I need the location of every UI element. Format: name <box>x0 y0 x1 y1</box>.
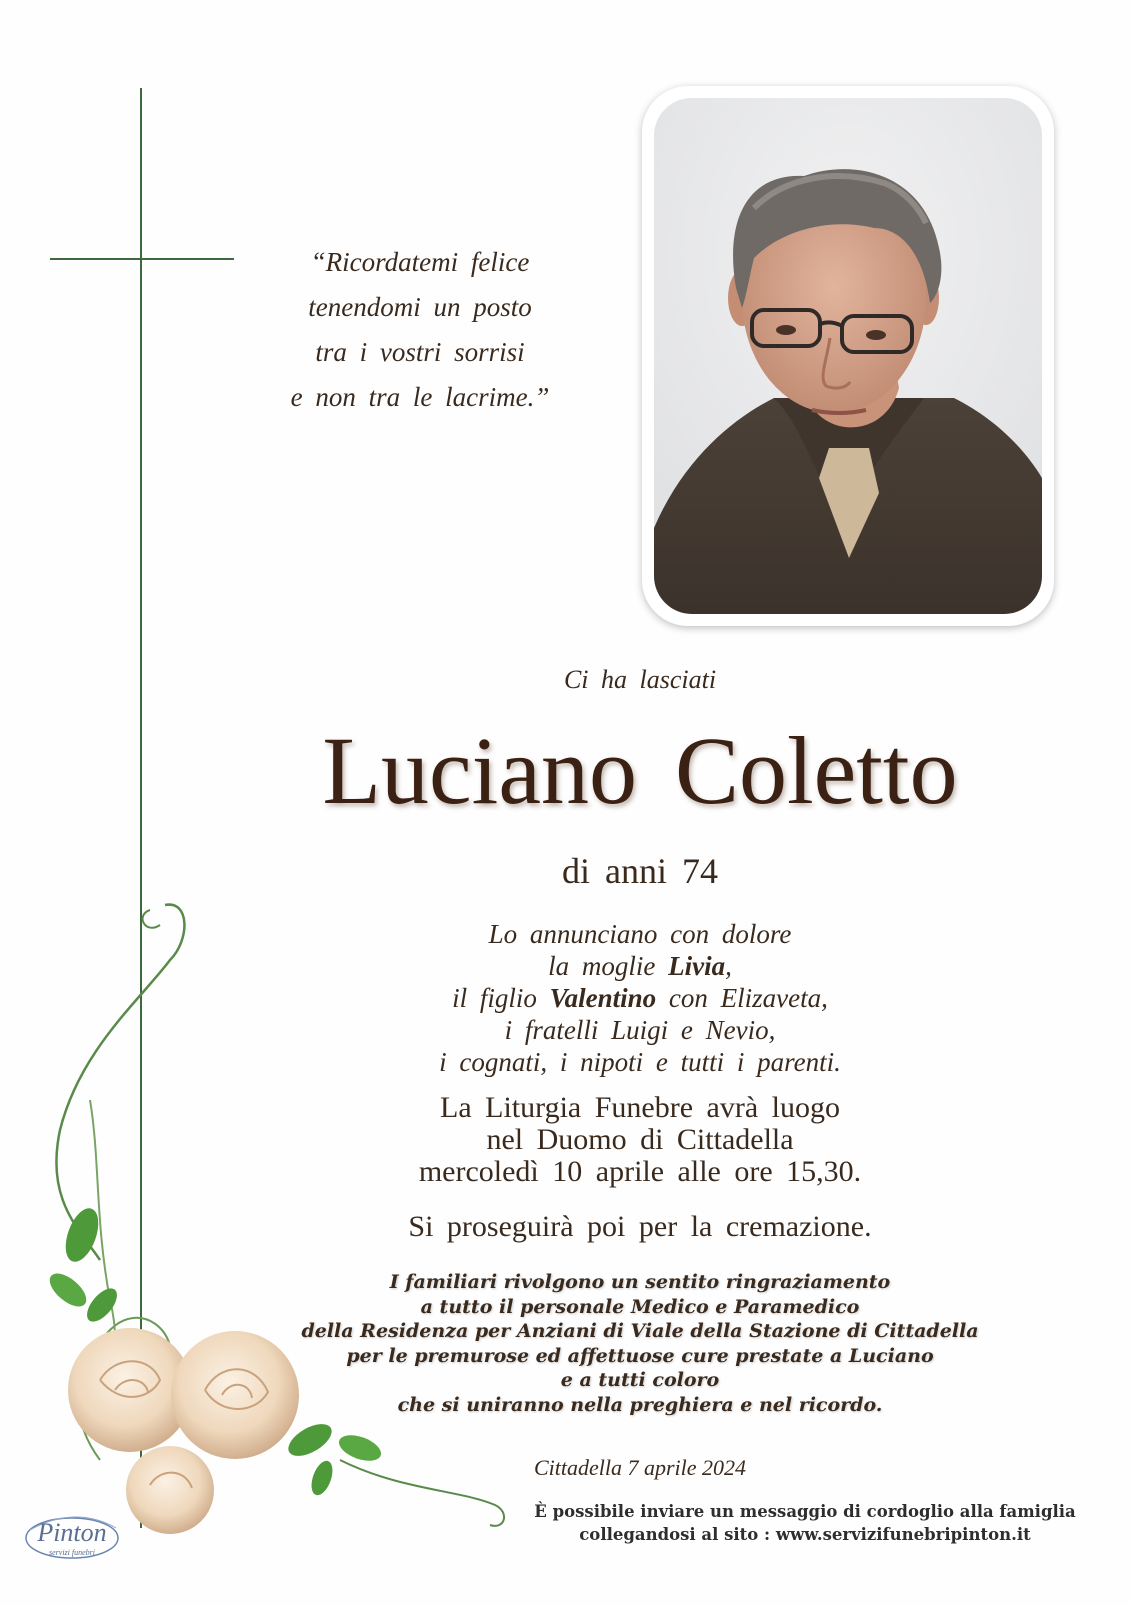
message-line: collegandosi al sito : www.servizifunebripinton.it <box>579 1525 1031 1544</box>
son-name: Valentino <box>549 983 657 1013</box>
family-text: il figlio <box>452 983 550 1013</box>
memorial-quote <box>250 240 590 420</box>
family-line: i cognati, i nipoti e tutti i parenti. <box>439 1047 841 1077</box>
cross-horizontal-bar <box>50 258 234 260</box>
family-line: Lo annunciano con dolore <box>488 919 792 949</box>
family-text: , <box>725 951 732 981</box>
thanks-line: della Residenza per Anziani di Viale della Stazione di Cittadella <box>301 1320 979 1342</box>
intro-text: Ci ha lasciati <box>563 665 717 694</box>
message-line: È possibile inviare un messaggio di cordoglio alla famiglia <box>534 1502 1076 1521</box>
quote-line: tra i vostri sorrisi <box>315 337 525 367</box>
pinton-logo <box>20 1508 124 1566</box>
family-line: i fratelli Luigi e Nevio, <box>504 1015 776 1045</box>
family-text: con Elizaveta, <box>656 983 828 1013</box>
condolence-message <box>500 1500 1110 1546</box>
thanks-line: che si uniranno nella preghiera e nel ricordo. <box>397 1393 883 1416</box>
deceased-name: Luciano Coletto <box>322 717 958 824</box>
thanks-line: I familiari rivolgono un sentito ringraziamento <box>389 1271 891 1293</box>
logo-tagline: servizi funebri <box>49 1548 95 1557</box>
cremation-note: Si proseguirà poi per la cremazione. <box>408 1210 872 1243</box>
funeral-line: mercoledì 10 aprile alle ore 15,30. <box>418 1155 862 1188</box>
thanks-line: e a tutti coloro <box>560 1369 720 1391</box>
rose-flourish-decoration <box>40 900 560 1600</box>
deceased-age: di anni 74 <box>562 851 718 891</box>
portrait-photo <box>654 98 1042 614</box>
thanks-line: a tutto il personale Medico e Paramedico <box>420 1295 860 1318</box>
thanks-line: per le premurose ed affettuose cure prestate a Luciano <box>346 1344 934 1367</box>
family-text: la moglie <box>548 951 669 981</box>
funeral-line: nel Duomo di Cittadella <box>486 1123 794 1156</box>
wife-name: Livia <box>668 951 726 981</box>
quote-line: e non tra le lacrime.” <box>290 382 550 412</box>
quote-line: “Ricordatemi felice <box>310 247 530 277</box>
place-and-date: Cittadella 7 aprile 2024 <box>533 1455 747 1480</box>
funeral-line: La Liturgia Funebre avrà luogo <box>440 1091 840 1124</box>
logo-brand-text: Pinton <box>37 1518 107 1547</box>
quote-line: tenendomi un posto <box>308 292 532 322</box>
